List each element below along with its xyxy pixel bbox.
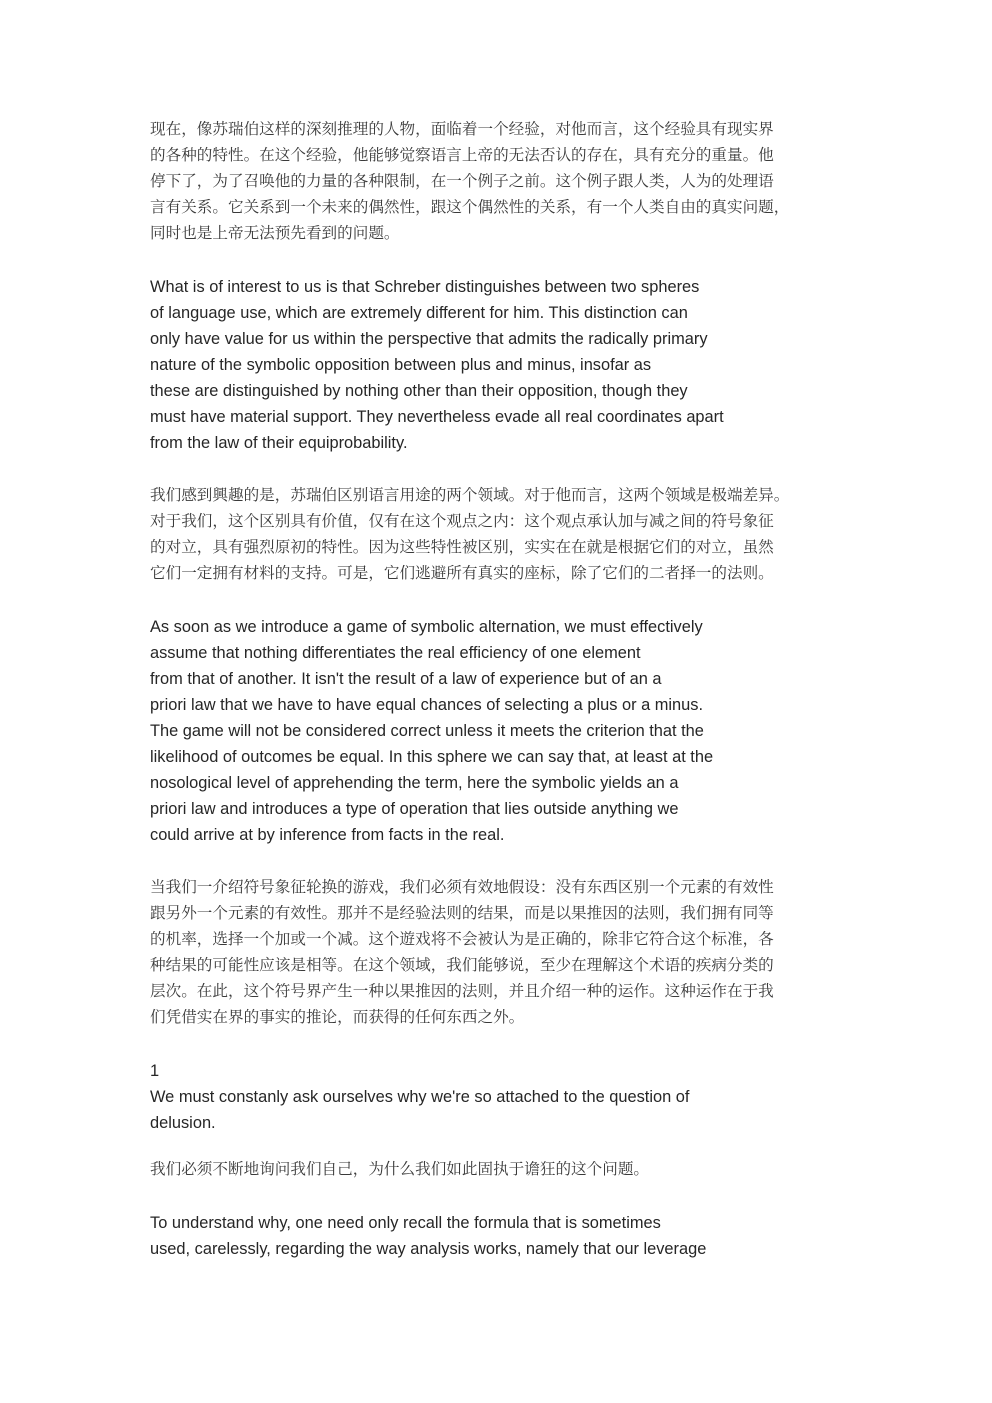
text-line: priori law that we have to have equal chances of selecting a plus or a minus. xyxy=(150,696,704,714)
text-line: The game will not be considered correct unless it meets the criterion that the xyxy=(150,722,704,740)
paragraph-en-4 xyxy=(150,1210,850,1262)
text-line: likelihood of outcomes be equal. In this sphere we can say that, at least at the xyxy=(150,748,714,766)
text-line: 停下了，为了召唤他的力量的各种限制，在一个例子之前。这个例子跟人类，人为的处理语 xyxy=(150,172,774,190)
text-line: nature of the symbolic opposition between plus and minus, insofar as xyxy=(150,356,652,374)
text-line: delusion. xyxy=(150,1114,216,1132)
text-line: 言有关系。它关系到一个未来的偶然性，跟这个偶然性的关系，有一个人类自由的真实问题， xyxy=(150,198,790,216)
text-line: 同时也是上帝无法预先看到的问题。 xyxy=(150,224,400,242)
text-line: only have value for us within the perspective that admits the radically primary xyxy=(150,330,708,348)
paragraph-en-2 xyxy=(150,614,850,848)
section-number: 1 xyxy=(150,1062,160,1080)
document-body xyxy=(150,116,850,1262)
text-line: 我们感到興趣的是，苏瑞伯区别语言用途的两个领域。对于他而言，这两个领域是极端差异。 xyxy=(150,486,790,504)
text-line: 当我们一介绍符号象征轮换的游戏，我们必须有效地假设：没有东西区别一个元素的有效性 xyxy=(150,878,774,896)
text-line: To understand why, one need only recall the formula that is sometimes xyxy=(150,1214,661,1232)
text-line: from the law of their equiprobability. xyxy=(150,434,408,452)
paragraph-gap xyxy=(150,456,850,482)
text-line: must have material support. They nevertheless evade all real coordinates apart xyxy=(150,408,724,426)
text-line: these are distinguished by nothing other than their opposition, though they xyxy=(150,382,688,400)
paragraph-gap xyxy=(150,1030,850,1058)
paragraph-gap xyxy=(150,1182,850,1210)
text-line: What is of interest to us is that Schreber distinguishes between two spheres xyxy=(150,278,700,296)
text-line: 现在，像苏瑞伯这样的深刻推理的人物，面临着一个经验，对他而言，这个经验具有现实界 xyxy=(150,120,774,138)
paragraph-en-3 xyxy=(150,1058,850,1136)
text-line: As soon as we introduce a game of symbolic alternation, we must effectively xyxy=(150,618,703,636)
text-line: 跟另外一个元素的有效性。那并不是经验法则的结果，而是以果推因的法则，我们拥有同等 xyxy=(150,904,774,922)
text-line: 层次。在此，这个符号界产生一种以果推因的法则，并且介绍一种的运作。这种运作在于我 xyxy=(150,982,774,1000)
text-line: We must constanly ask ourselves why we're so attached to the question of xyxy=(150,1088,690,1106)
paragraph-gap xyxy=(150,586,850,614)
paragraph-gap xyxy=(150,1136,850,1156)
text-line: from that of another. It isn't the result of a law of experience but of an a xyxy=(150,670,662,688)
paragraph-zh-4 xyxy=(150,1156,850,1182)
text-line: could arrive at by inference from facts in the real. xyxy=(150,826,505,844)
text-line: 我们必须不断地询问我们自己，为什么我们如此固执于谵狂的这个问题。 xyxy=(150,1160,650,1178)
text-line: 们凭借实在界的事实的推论，而获得的任何东西之外。 xyxy=(150,1008,525,1026)
text-line: used, carelessly, regarding the way analysis works, namely that our leverage xyxy=(150,1240,707,1258)
paragraph-en-1 xyxy=(150,274,850,456)
text-line: assume that nothing differentiates the real efficiency of one element xyxy=(150,644,641,662)
text-line: 的对立，具有强烈原初的特性。因为这些特性被区别，实实在在就是根据它们的对立，虽然 xyxy=(150,538,774,556)
text-line: of language use, which are extremely different for him. This distinction can xyxy=(150,304,688,322)
text-line: 的各种的特性。在这个经验，他能够觉察语言上帝的无法否认的存在，具有充分的重量。他 xyxy=(150,146,774,164)
text-line: 的机率，选择一个加或一个减。这个遊戏将不会被认为是正确的，除非它符合这个标准，各 xyxy=(150,930,774,948)
text-line: 它们一定拥有材料的支持。可是，它们逃避所有真实的座标，除了它们的二者择一的法则。 xyxy=(150,564,774,582)
paragraph-gap xyxy=(150,848,850,874)
paragraph-zh-1 xyxy=(150,116,850,246)
paragraph-zh-3 xyxy=(150,874,850,1030)
text-line: nosological level of apprehending the term, here the symbolic yields an a xyxy=(150,774,679,792)
paragraph-zh-2 xyxy=(150,482,850,586)
text-line: 对于我们，这个区别具有价值，仅有在这个观点之内：这个观点承认加与减之间的符号象征 xyxy=(150,512,774,530)
text-line: priori law and introduces a type of operation that lies outside anything we xyxy=(150,800,679,818)
text-line: 种结果的可能性应该是相等。在这个领域，我们能够说，至少在理解这个术语的疾病分类的 xyxy=(150,956,774,974)
paragraph-gap xyxy=(150,246,850,274)
